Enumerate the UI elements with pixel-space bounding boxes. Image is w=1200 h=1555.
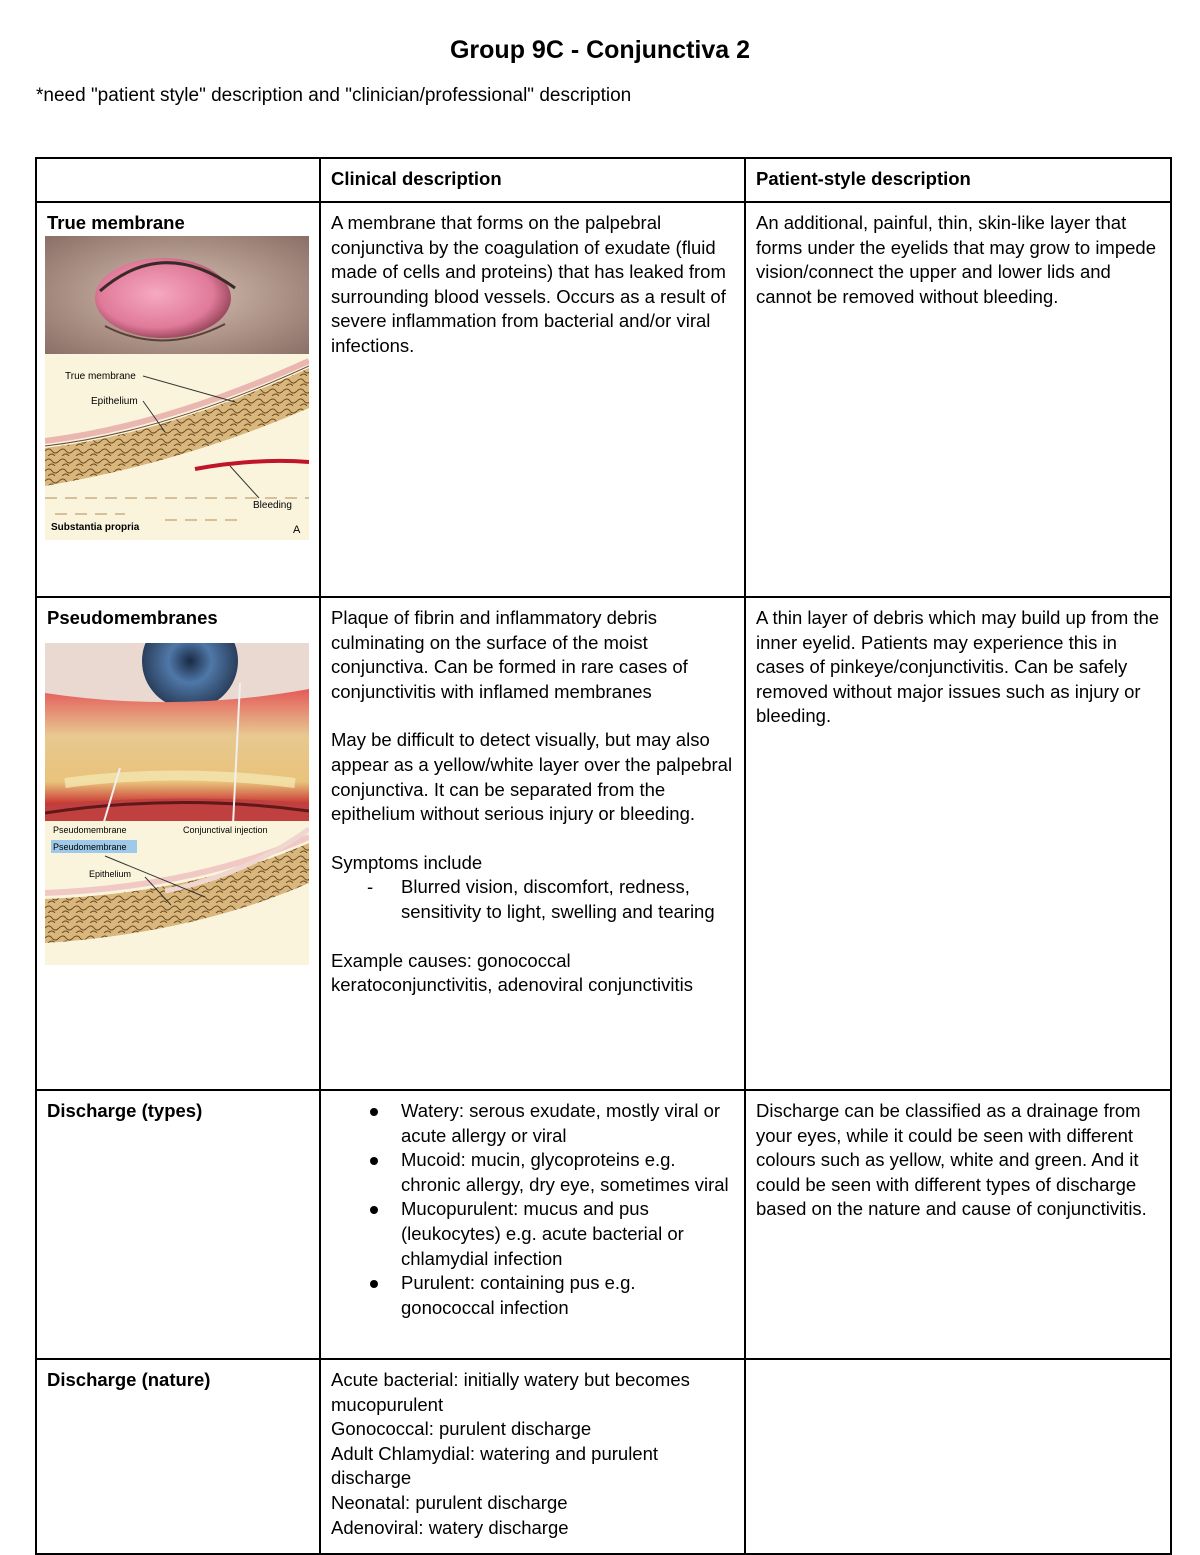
clinical-text: Example causes: gonococcal keratoconjunctivitis, adenoviral conjunctivitis [331, 949, 693, 996]
row-label-cell [36, 1359, 320, 1554]
fig-label: True membrane [65, 370, 136, 382]
pseudomembrane-figure [45, 643, 309, 965]
patient-cell [745, 1090, 1171, 1359]
table-row [36, 202, 1171, 597]
row-label-cell [36, 202, 320, 597]
patient-cell [745, 202, 1171, 597]
clinical-cell [320, 1090, 745, 1359]
row-label-cell [36, 597, 320, 1090]
clinical-line: Acute bacterial: initially watery but becomes mucopurulent [331, 1369, 690, 1415]
row-label: Discharge (nature) [47, 1369, 211, 1390]
list-item: Watery: serous exudate, mostly viral or acute allergy or viral [363, 1099, 734, 1148]
row-label: True membrane [47, 212, 185, 233]
page-note: *need "patient style" description and "clinician/professional" description [36, 85, 632, 106]
clinical-text: Symptoms include [331, 851, 483, 873]
page-title: Group 9C - Conjunctiva 2 [449, 36, 751, 64]
conjunctiva-table [35, 157, 1172, 1555]
clinical-cell [320, 202, 745, 597]
fig-label: Conjunctival injection [183, 824, 268, 835]
row-label-cell [36, 1090, 320, 1359]
true-membrane-figure [45, 236, 309, 540]
patient-cell [745, 1359, 1171, 1554]
fig-label: Pseudomembrane [53, 824, 127, 835]
clinical-text: Plaque of fibrin and inflammatory debris culminating on the surface of the moist conjunctiva. Can be formed in rare cases of conjunctivitis with inflamed membranes [331, 607, 688, 702]
fig-label: A [293, 523, 301, 536]
table-header-row [36, 158, 1171, 202]
patient-text: Discharge can be classified as a drainage from your eyes, while it could be seen with different colours such as yellow, white and green. And it could be seen with different types of discharge based on the nature and cause of conjunctivitis. [756, 1100, 1147, 1220]
discharge-type-list [331, 1099, 734, 1320]
header-clinical: Clinical description [320, 158, 745, 202]
header-patient: Patient-style description [745, 158, 1171, 202]
row-label: Discharge (types) [47, 1100, 203, 1121]
list-item: - Blurred vision, discomfort, redness, sensitivity to light, swelling and tearing [363, 875, 734, 924]
fig-label: Epithelium [91, 395, 138, 407]
clinical-text: A membrane that forms on the palpebral conjunctiva by the coagulation of exudate (fluid made of cells and proteins) that has leaked from surrounding blood vessels. Occurs as a result of severe inflammation from bacterial and/or viral infections. [331, 212, 726, 356]
row-label: Pseudomembranes [47, 607, 218, 628]
fig-label: Epithelium [89, 868, 132, 879]
list-item: Mucopurulent: mucus and pus (leukocytes) e.g. acute bacterial or chlamydial infection [363, 1197, 734, 1271]
list-item: Purulent: containing pus e.g. gonococcal infection [363, 1271, 734, 1320]
clinical-line: Adenoviral: watery discharge [331, 1516, 569, 1538]
table-row [36, 1359, 1171, 1554]
clinical-line: Neonatal: purulent discharge [331, 1491, 568, 1513]
clinical-line: Gonococcal: purulent discharge [331, 1418, 592, 1440]
fig-label: Substantia propria [51, 521, 140, 533]
clinical-text: May be difficult to detect visually, but may also appear as a yellow/white layer over the palpebral conjunctiva. It can be separated from the epithelium without serious injury or bleeding. [331, 729, 733, 825]
everted-lid [95, 258, 231, 338]
list-item: Mucoid: mucin, glycoproteins e.g. chronic allergy, dry eye, sometimes viral [363, 1148, 734, 1197]
fig-label: Pseudomembrane [53, 841, 127, 852]
clinical-cell [320, 1359, 745, 1554]
patient-text: A thin layer of debris which may build up from the inner eyelid. Patients may experience this in cases of pinkeye/conjunctivitis. Can be safely removed without major issues such as injury or bleeding. [756, 607, 1160, 727]
clinical-cell [320, 597, 745, 1090]
patient-text: An additional, painful, thin, skin-like layer that forms under the eyelids that may grow to impede vision/connect the upper and lower lids and cannot be removed without bleeding. [756, 212, 1156, 307]
clinical-line: Adult Chlamydial: watering and purulent discharge [331, 1442, 659, 1489]
patient-cell [745, 597, 1171, 1090]
fig-label: Bleeding [253, 499, 292, 511]
symptom-list [331, 875, 734, 924]
table-row [36, 597, 1171, 1090]
header-empty-cell [36, 158, 320, 202]
table-row [36, 1090, 1171, 1359]
